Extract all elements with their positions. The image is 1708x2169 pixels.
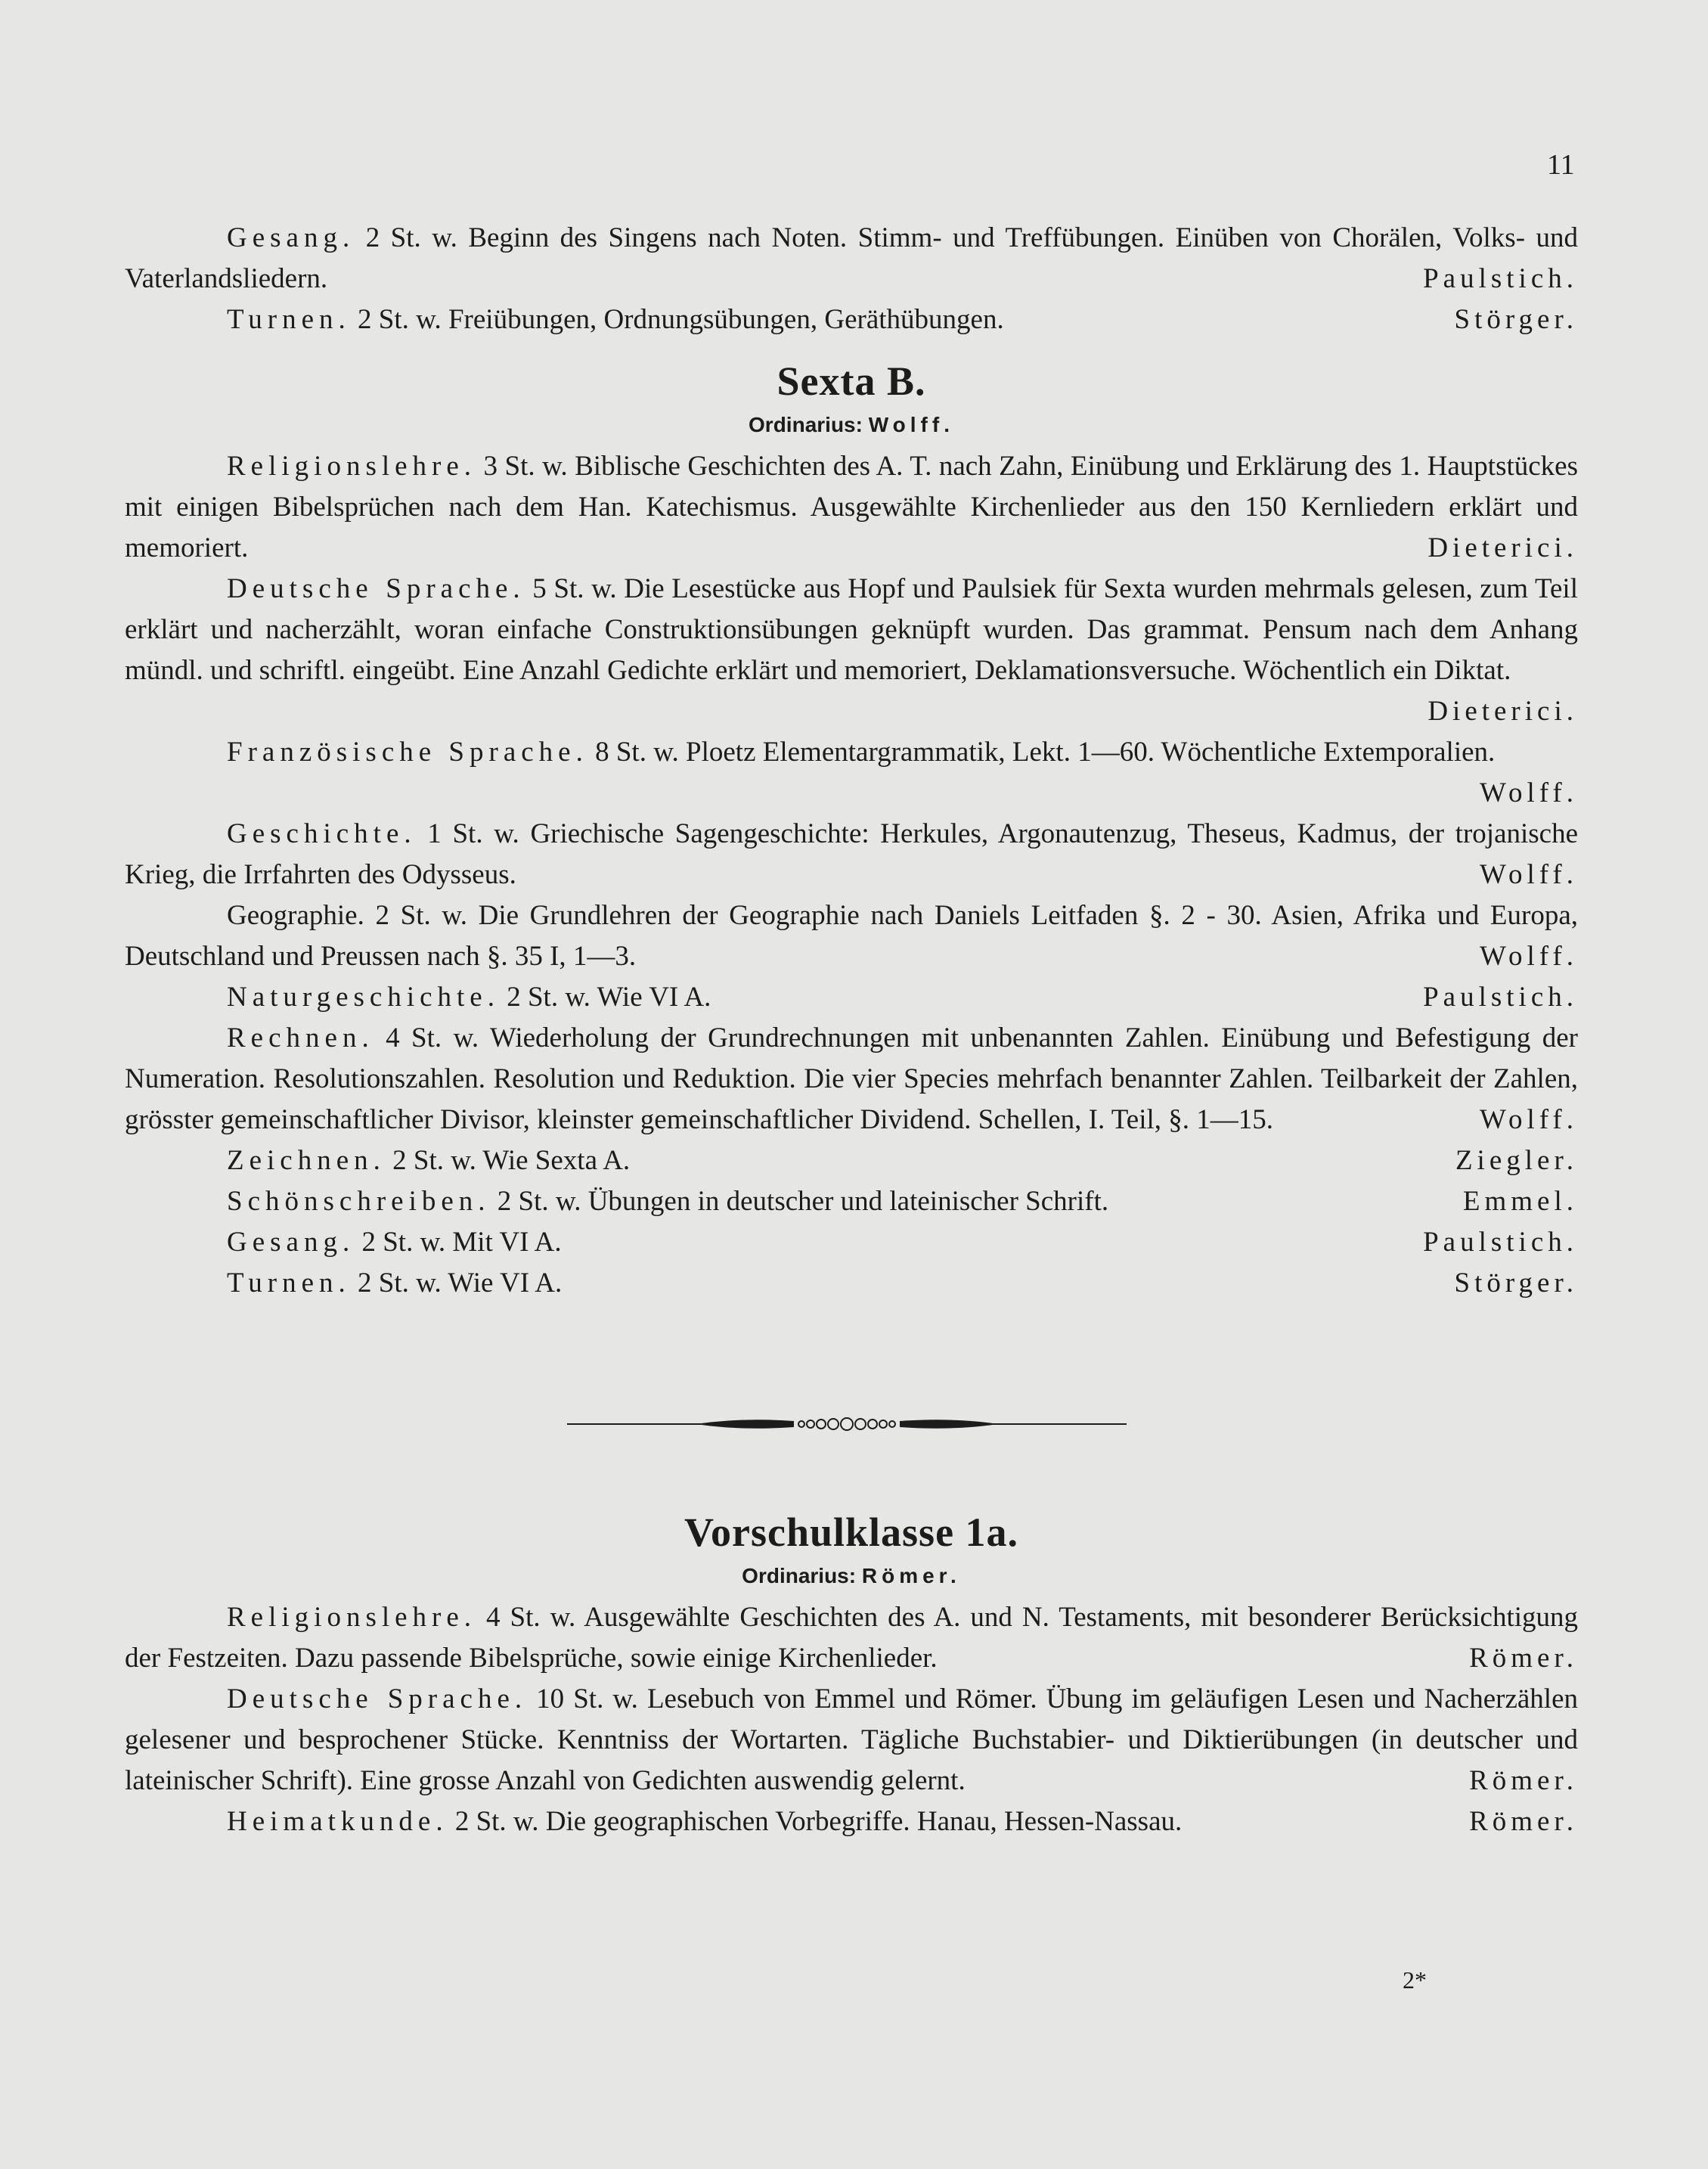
entry-turnen bbox=[125, 299, 1578, 340]
entry-subject: Turnen. bbox=[227, 304, 351, 335]
entry-text: 2 St. w. Freiübungen, Ordnungsübungen, Geräthübungen. bbox=[358, 304, 1004, 335]
entry-text: 8 St. w. Ploetz Elementargrammatik, Lekt. 1—60. Wöchentliche Extemporalien. bbox=[595, 737, 1496, 768]
ordinarius-name: Wolff. bbox=[868, 413, 954, 436]
entry-subject: Geographie. bbox=[227, 900, 364, 931]
entry-subject: Heimatkunde. bbox=[227, 1806, 448, 1837]
entry-gesang bbox=[125, 218, 1578, 299]
entry-subject: Religionslehre. bbox=[227, 451, 477, 482]
entry-teacher: Paulstich. bbox=[1423, 982, 1578, 1013]
entry-text: 2 St. w. Wie VI A. bbox=[507, 982, 711, 1013]
entry-text: 3 St. w. Biblische Geschichten des A. T. nach Zahn, Einübung und Erklärung des 1. Hauptstückes mit einigen Bibelsprüchen nach dem Han. Katechismus. Ausgewählte Kirchenlieder aus den 150 Kernliedern erklärt und memoriert. bbox=[125, 451, 1579, 563]
entry-rechnen bbox=[125, 1018, 1578, 1140]
entry-gesang bbox=[125, 1222, 1578, 1263]
section-heading: Sexta B. bbox=[777, 358, 926, 404]
entry-teacher: Paulstich. bbox=[1423, 263, 1578, 294]
entry-subject: Französische Sprache. bbox=[227, 737, 588, 768]
entry-teacher: Wolff. bbox=[1480, 777, 1578, 808]
entry-geographie bbox=[125, 895, 1578, 977]
signature-mark: 2* bbox=[1403, 1966, 1427, 1994]
entry-teacher: Paulstich. bbox=[1423, 1227, 1578, 1258]
entry-heimatkunde bbox=[125, 1801, 1578, 1842]
section-vorschulklasse-1a bbox=[125, 1507, 1578, 1842]
entry-teacher: Ziegler. bbox=[1455, 1145, 1578, 1176]
entry-subject: Rechnen. bbox=[227, 1022, 374, 1053]
entry-subject: Deutsche Sprache. bbox=[227, 573, 525, 604]
entry-subject: Religionslehre. bbox=[227, 1602, 477, 1633]
entry-text: 2 St. w. Die Grundlehren der Geographie nach Daniels Leitfaden §. 2 - 30. Asien, Afrika und Europa, Deutschland und Preussen nach §. 35 I, 1—3. bbox=[125, 900, 1578, 972]
ordinarius-label: Ordinarius: bbox=[742, 1564, 857, 1587]
entry-teacher: Emmel. bbox=[1462, 1186, 1578, 1217]
entry-teacher: Dieterici. bbox=[1427, 532, 1578, 563]
entry-text: 4 St. w. Ausgewählte Geschichten des A. und N. Testaments, mit besonderer Berücksichtigung der Festzeiten. Dazu passende Bibelsprüche, sowie einige Kirchenlieder. bbox=[125, 1602, 1579, 1674]
entry-text: 2 St. w. Übungen in deutscher und lateinischer Schrift. bbox=[497, 1186, 1109, 1217]
entry-subject: Gesang. bbox=[227, 1227, 355, 1258]
entry-text: 2 St. w. Wie VI A. bbox=[358, 1268, 563, 1299]
entry-zeichnen bbox=[125, 1140, 1578, 1181]
entry-franzoesische-sprache bbox=[125, 732, 1578, 814]
entry-teacher: Wolff. bbox=[1480, 941, 1578, 972]
entry-teacher: Störger. bbox=[1454, 1268, 1578, 1299]
ordinarius-line bbox=[125, 1561, 1578, 1591]
entry-geschichte bbox=[125, 814, 1578, 895]
entry-text: 10 St. w. Lesebuch von Emmel und Römer. Übung im geläufigen Lesen und Nacherzählen gelesener und besprochener Stücke. Kenntniss der Wortarten. Tägliche Buchstabier- und Diktierübungen (in deutscher und lateinischer Schrift). Eine grosse Anzahl von Gedichten auswendig gelernt. bbox=[125, 1683, 1579, 1796]
entry-teacher: Römer. bbox=[1469, 1643, 1578, 1674]
entry-teacher: Dieterici. bbox=[1427, 696, 1578, 727]
entry-text: 2 St. w. Mit VI A. bbox=[361, 1227, 562, 1258]
entry-religionslehre bbox=[125, 446, 1578, 569]
ordinarius-name: Römer. bbox=[861, 1564, 961, 1587]
entry-subject: Schönschreiben. bbox=[227, 1186, 491, 1217]
entry-teacher: Römer. bbox=[1469, 1765, 1578, 1796]
entry-subject: Zeichnen. bbox=[227, 1145, 386, 1176]
entry-text: 2 St. w. Wie Sexta A. bbox=[392, 1145, 631, 1176]
entry-subject: Gesang. bbox=[227, 222, 355, 253]
entry-teacher: Römer. bbox=[1469, 1806, 1578, 1837]
entry-text: 2 St. w. Beginn des Singens nach Noten. Stimm- und Treffübungen. Einüben von Chorälen, Volks- und Vaterlandsliedern. bbox=[125, 222, 1578, 294]
ornamental-divider bbox=[567, 1413, 1127, 1435]
entry-teacher: Wolff. bbox=[1480, 1104, 1578, 1135]
entry-naturgeschichte bbox=[125, 977, 1578, 1018]
entry-subject: Naturgeschichte. bbox=[227, 982, 500, 1013]
entry-deutsche-sprache bbox=[125, 1679, 1578, 1801]
entry-subject: Geschichte. bbox=[227, 818, 417, 849]
entry-teacher: Wolff. bbox=[1480, 859, 1578, 890]
ordinarius-label: Ordinarius: bbox=[749, 413, 863, 436]
page-number: 11 bbox=[1547, 149, 1575, 181]
entry-subject: Turnen. bbox=[227, 1268, 351, 1299]
entry-religionslehre bbox=[125, 1597, 1578, 1679]
entry-deutsche-sprache bbox=[125, 569, 1578, 732]
section-sexta-b bbox=[125, 355, 1578, 1304]
entry-turnen bbox=[125, 1263, 1578, 1304]
ordinarius-line bbox=[125, 410, 1578, 440]
entry-schoenschreiben bbox=[125, 1181, 1578, 1222]
entry-subject: Deutsche Sprache. bbox=[227, 1683, 528, 1714]
entry-text: 5 St. w. Die Lesestücke aus Hopf und Paulsiek für Sexta wurden mehrmals gelesen, zum Teil erklärt und nacherzählt, woran einfache Construktionsübungen geknüpft wurden. Das grammat. Pensum nach dem Anhang mündl. und schriftl. eingeübt. Eine Anzahl Gedichte erklärt und memoriert, Deklamationsversuche. Wöchentlich ein Diktat. bbox=[125, 573, 1578, 686]
section-heading: Vorschulklasse 1a. bbox=[684, 1510, 1019, 1555]
entry-text: 1 St. w. Griechische Sagengeschichte: Herkules, Argonautenzug, Theseus, Kadmus, der trojanische Krieg, die Irrfahrten des Odysseus. bbox=[125, 818, 1579, 890]
entry-text: 4 St. w. Wiederholung der Grundrechnungen mit unbenannten Zahlen. Einübung und Befestigung der Numeration. Resolutionszahlen. Resolution und Reduktion. Die vier Species mehrfach benannter Zahlen. Teilbarkeit der Zahlen, grösster gemeinschaftlicher Divisor, kleinster gemeinschaftlicher Dividend. Schellen, I. Teil, §. 1—15. bbox=[125, 1022, 1578, 1135]
section-continued bbox=[125, 218, 1578, 340]
entry-teacher: Störger. bbox=[1454, 304, 1578, 335]
entry-text: 2 St. w. Die geographischen Vorbegriffe. Hanau, Hessen-Nassau. bbox=[454, 1806, 1183, 1837]
